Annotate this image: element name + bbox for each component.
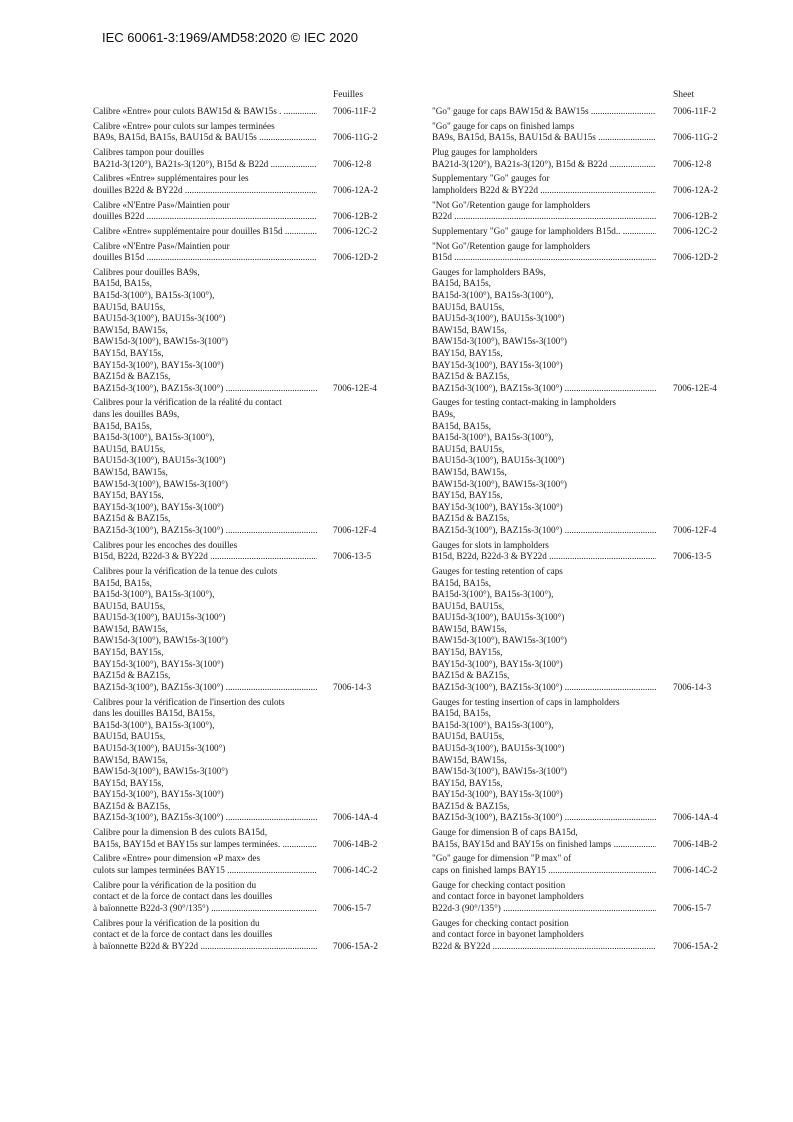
french-entry-title xyxy=(93,173,317,196)
entry-title-line: BAU15d-3(100°), BAU15s-3(100°) xyxy=(432,742,565,753)
entry-title-line: BAU15d-3(100°), BAU15s-3(100°) xyxy=(93,313,226,324)
entry-title-line: BAZ15d & BAZ15s, xyxy=(93,670,171,681)
entry-title-line: à baïonnette B22d & BY22d ..... xyxy=(93,941,317,953)
sheet-number: 7006-11F-2 xyxy=(673,106,717,116)
entry-title-line: BAU15d, BAU15s, xyxy=(432,443,505,454)
entry-title-line: Calibres pour la vérification de la position du xyxy=(93,917,260,928)
entry-title-line: BA21d-3(120°), BA21s-3(120°), B15d & B22d ..... xyxy=(432,159,656,171)
entry-title-line: BA15s, BAY15d et BAY15s sur lampes terminées. ..... xyxy=(93,839,317,851)
entry-title-line: BAW15d-3(100°), BAW15s-3(100°) xyxy=(93,766,228,777)
sheet-number: 7006-15A-2 xyxy=(333,940,378,951)
entry-title-line: BA15d-3(100°), BA15s-3(100°), xyxy=(93,719,215,730)
entry-title-line: BAY15d-3(100°), BAY15s-3(100°) xyxy=(93,359,224,370)
english-entry xyxy=(432,827,728,850)
english-entry-title xyxy=(432,853,656,876)
english-entry-title xyxy=(432,827,656,850)
sheet-number: 7006-15-7 xyxy=(333,902,372,913)
entry-title-line: BAW15d, BAW15s, xyxy=(93,324,168,335)
french-sheet-column-header: Feuilles xyxy=(333,90,364,100)
french-entry-title xyxy=(93,397,317,536)
entry-title-line: BAW15d, BAW15s, xyxy=(432,324,507,335)
entry-title-line: B15d ..... xyxy=(432,252,656,264)
english-entry-title xyxy=(432,566,656,694)
entry-title-line: "Not Go"/Retention gauge for lampholders xyxy=(432,199,591,210)
entry-title-line: BAW15d-3(100°), BAW15s-3(100°) xyxy=(432,635,567,646)
entry-title-line: Calibre «N'Entre Pas»/Maintien pour xyxy=(93,240,230,251)
sheet-number: 7006-13-5 xyxy=(333,551,372,562)
entry-title-line: BAY15d-3(100°), BAY15s-3(100°) xyxy=(432,789,563,800)
sheet-number: 7006-12A-2 xyxy=(333,184,378,195)
french-contents-column xyxy=(93,106,393,955)
english-entry xyxy=(432,106,728,118)
english-entry-title xyxy=(432,200,656,223)
entry-title-line: lampholders B22d & BY22d ..... xyxy=(432,185,656,197)
french-entry-title xyxy=(93,121,317,144)
french-entry-title xyxy=(93,827,317,850)
entry-title-line: Gauge for dimension B of caps BA15d, xyxy=(432,827,578,838)
entry-title-line: BA15d, BA15s, xyxy=(93,420,152,431)
english-entry-title xyxy=(432,173,656,196)
entry-title-line: BAZ15d-3(100°), BAZ15s-3(100°) ..... xyxy=(432,525,656,537)
entry-title-line: BA15d, BA15s, xyxy=(432,420,491,431)
entry-title-line: Gauges for testing contact-making in lampholders xyxy=(432,397,616,408)
entry-title-line: BAZ15d-3(100°), BAZ15s-3(100°) ..... xyxy=(432,682,656,694)
entry-title-line: BAZ15d & BAZ15s, xyxy=(93,371,171,382)
sheet-number: 7006-12D-2 xyxy=(673,252,718,263)
sheet-number: 7006-11G-2 xyxy=(673,132,718,143)
entry-title-line: BA15d, BA15s, xyxy=(432,708,491,719)
entry-title-line: Calibres pour la vérification de la tenue des culots xyxy=(93,565,278,576)
entry-title-line: BA15d, BA15s, xyxy=(93,577,152,588)
french-entry xyxy=(93,173,393,196)
sheet-number: 7006-14-3 xyxy=(673,681,712,692)
entry-title-line: contact et de la force de contact dans les douilles xyxy=(93,929,273,940)
entry-title-line: Plug gauges for lampholders xyxy=(432,146,538,157)
entry-title-line: and contact force in bayonet lampholders xyxy=(432,891,584,902)
sheet-number: 7006-12C-2 xyxy=(673,225,718,236)
entry-title-line: BAU15d, BAU15s, xyxy=(432,600,505,611)
entry-title-line: BAY15d, BAY15s, xyxy=(432,647,503,658)
entry-title-line: BAZ15d & BAZ15s, xyxy=(432,371,510,382)
entry-title-line: BAY15d-3(100°), BAY15s-3(100°) xyxy=(93,789,224,800)
french-entry xyxy=(93,918,393,953)
english-entry-title xyxy=(432,121,656,144)
english-entry-title xyxy=(432,147,656,170)
entry-title-line: BAU15d, BAU15s, xyxy=(93,301,166,312)
english-entry-title xyxy=(432,540,656,563)
entry-title-line: BAZ15d-3(100°), BAZ15s-3(100°) ..... xyxy=(93,682,317,694)
entry-title-line: BA15d, BA15s, xyxy=(93,278,152,289)
sheet-number: 7006-12-8 xyxy=(333,158,372,169)
entry-title-line: BAY15d-3(100°), BAY15s-3(100°) xyxy=(93,658,224,669)
english-entry-title xyxy=(432,267,656,395)
entry-title-line: BAY15d, BAY15s, xyxy=(432,347,503,358)
french-entry xyxy=(93,880,393,915)
entry-title-line: Supplementary "Go" gauge for lampholders B15d.. ..... xyxy=(432,226,656,238)
sheet-number: 7006-12-8 xyxy=(673,158,712,169)
french-entry xyxy=(93,827,393,850)
sheet-number: 7006-14C-2 xyxy=(333,865,378,876)
english-entry xyxy=(432,267,728,395)
entry-title-line: Calibre pour la dimension B des culots BA15d, xyxy=(93,827,268,838)
entry-title-line: BA15s, BAY15d and BAY15s on finished lamps ..... xyxy=(432,839,656,851)
entry-title-line: BAW15d-3(100°), BAW15s-3(100°) xyxy=(432,336,567,347)
french-entry-title xyxy=(93,697,317,825)
entry-title-line: Gauges for lampholders BA9s, xyxy=(432,266,546,277)
entry-title-line: BA9s, BA15d, BA15s, BAU15d & BAU15s ..... xyxy=(432,132,656,144)
french-entry-title xyxy=(93,200,317,223)
entry-title-line: Gauges for checking contact position xyxy=(432,917,569,928)
english-sheet-column-header: Sheet xyxy=(673,90,695,100)
entry-title-line: "Go" gauge for dimension "P max" of xyxy=(432,853,572,864)
entry-title-line: BAW15d-3(100°), BAW15s-3(100°) xyxy=(93,635,228,646)
entry-title-line: BA15d, BA15s, xyxy=(432,577,491,588)
sheet-number: 7006-11G-2 xyxy=(333,132,378,143)
entry-title-line: BAW15d-3(100°), BAW15s-3(100°) xyxy=(432,766,567,777)
english-entry xyxy=(432,540,728,563)
entry-title-line: à baïonnette B22d-3 (90°/135°) ..... xyxy=(93,903,317,915)
entry-title-line: BAY15d, BAY15s, xyxy=(432,490,503,501)
entry-title-line: BA15d-3(100°), BA15s-3(100°), xyxy=(432,719,554,730)
sheet-number: 7006-12D-2 xyxy=(333,252,378,263)
english-entry-title xyxy=(432,697,656,825)
entry-title-line: Gauges for testing insertion of caps in lampholders xyxy=(432,696,620,707)
entry-title-line: BAU15d, BAU15s, xyxy=(93,443,166,454)
entry-title-line: caps on finished lamps BAY15 ..... xyxy=(432,865,656,877)
sheet-number: 7006-12B-2 xyxy=(673,211,718,222)
entry-title-line: BA15d, BA15s, xyxy=(432,278,491,289)
english-entry xyxy=(432,918,728,953)
sheet-number: 7006-14B-2 xyxy=(673,838,718,849)
english-entry xyxy=(432,397,728,536)
entry-title-line: B15d, B22d, B22d-3 & BY22d ..... xyxy=(93,551,317,563)
sheet-number: 7006-15-7 xyxy=(673,902,712,913)
entry-title-line: B22d & BY22d ..... xyxy=(432,941,656,953)
french-entry-title xyxy=(93,880,317,915)
sheet-number: 7006-12F-4 xyxy=(333,524,377,535)
entry-title-line: BAZ15d & BAZ15s, xyxy=(432,800,510,811)
entry-title-line: B22d-3 (90°/135°) ..... xyxy=(432,903,656,915)
english-entry xyxy=(432,697,728,825)
entry-title-line: BAU15d, BAU15s, xyxy=(93,731,166,742)
sheet-number: 7006-12E-4 xyxy=(673,382,717,393)
french-entry xyxy=(93,106,393,118)
english-entry xyxy=(432,241,728,264)
french-entry-title xyxy=(93,226,317,238)
french-entry-title xyxy=(93,241,317,264)
french-entry xyxy=(93,200,393,223)
entry-title-line: contact et de la force de contact dans les douilles xyxy=(93,891,273,902)
entry-title-line: BAZ15d & BAZ15s, xyxy=(432,670,510,681)
english-entry xyxy=(432,121,728,144)
sheet-number: 7006-14-3 xyxy=(333,681,372,692)
entry-title-line: Calibre «Entre» supplémentaire pour douilles B15d ..... xyxy=(93,226,317,238)
french-entry-title xyxy=(93,566,317,694)
entry-title-line: Gauges for testing retention of caps xyxy=(432,565,563,576)
entry-title-line: BA21d-3(120°), BA21s-3(120°), B15d & B22d ..... xyxy=(93,159,317,171)
entry-title-line: BAW15d-3(100°), BAW15s-3(100°) xyxy=(93,478,228,489)
entry-title-line: BAW15d, BAW15s, xyxy=(432,754,507,765)
french-entry-title xyxy=(93,267,317,395)
entry-title-line: BAU15d-3(100°), BAU15s-3(100°) xyxy=(432,313,565,324)
entry-title-line: BAY15d, BAY15s, xyxy=(93,647,164,658)
entry-title-line: dans les douilles BA15d, BA15s, xyxy=(93,708,215,719)
french-entry-title xyxy=(93,147,317,170)
entry-title-line: Calibres tampon pour douilles xyxy=(93,146,204,157)
entry-title-line: BAZ15d & BAZ15s, xyxy=(432,513,510,524)
sheet-number: 7006-14A-4 xyxy=(333,812,378,823)
entry-title-line: BAW15d, BAW15s, xyxy=(432,466,507,477)
entry-title-line: BAY15d-3(100°), BAY15s-3(100°) xyxy=(432,501,563,512)
english-contents-column xyxy=(432,106,728,955)
sheet-number: 7006-11F-2 xyxy=(333,106,377,116)
entry-title-line: BAW15d-3(100°), BAW15s-3(100°) xyxy=(432,478,567,489)
entry-title-line: BAU15d-3(100°), BAU15s-3(100°) xyxy=(93,742,226,753)
english-entry xyxy=(432,147,728,170)
entry-title-line: BAY15d, BAY15s, xyxy=(93,490,164,501)
french-entry-title xyxy=(93,918,317,953)
entry-title-line: BA15d-3(100°), BA15s-3(100°), xyxy=(93,289,215,300)
entry-title-line: BA15d-3(100°), BA15s-3(100°), xyxy=(432,589,554,600)
entry-title-line: BAY15d, BAY15s, xyxy=(93,777,164,788)
entry-title-line: Calibre «Entre» pour culots BAW15d & BAW15s . ..... xyxy=(93,106,317,118)
sheet-number: 7006-12F-4 xyxy=(673,524,717,535)
entry-title-line: BAW15d-3(100°), BAW15s-3(100°) xyxy=(93,336,228,347)
entry-title-line: BAY15d-3(100°), BAY15s-3(100°) xyxy=(432,359,563,370)
sheet-number: 7006-14B-2 xyxy=(333,838,378,849)
entry-title-line: BAZ15d & BAZ15s, xyxy=(93,800,171,811)
entry-title-line: "Not Go"/Retention gauge for lampholders xyxy=(432,240,591,251)
entry-title-line: BAU15d, BAU15s, xyxy=(93,600,166,611)
entry-title-line: BAW15d, BAW15s, xyxy=(93,623,168,634)
entry-title-line: BAZ15d & BAZ15s, xyxy=(93,513,171,524)
english-entry-title xyxy=(432,106,656,118)
french-entry xyxy=(93,267,393,395)
english-entry xyxy=(432,880,728,915)
entry-title-line: and contact force in bayonet lampholders xyxy=(432,929,584,940)
entry-title-line: BAW15d, BAW15s, xyxy=(432,623,507,634)
page-header: IEC 60061-3:1969/AMD58:2020 © IEC 2020 xyxy=(102,30,359,45)
french-entry-title xyxy=(93,106,317,118)
entry-title-line: B22d ..... xyxy=(432,211,656,223)
entry-title-line: Calibres pour la vérification de la réalité du contact xyxy=(93,397,282,408)
french-entry xyxy=(93,147,393,170)
entry-title-line: BAZ15d-3(100°), BAZ15s-3(100°) ..... xyxy=(432,812,656,824)
entry-title-line: "Go" gauge for caps BAW15d & BAW15s ..... xyxy=(432,106,656,118)
entry-title-line: BA15d-3(100°), BA15s-3(100°), xyxy=(432,289,554,300)
entry-title-line: Calibre «N'Entre Pas»/Maintien pour xyxy=(93,199,230,210)
entry-title-line: Gauge for checking contact position xyxy=(432,879,566,890)
english-entry xyxy=(432,853,728,876)
english-entry xyxy=(432,566,728,694)
sheet-number: 7006-14A-4 xyxy=(673,812,718,823)
english-entry xyxy=(432,226,728,238)
french-entry xyxy=(93,853,393,876)
entry-title-line: BAU15d-3(100°), BAU15s-3(100°) xyxy=(432,612,565,623)
entry-title-line: BA9s, xyxy=(432,409,456,419)
sheet-number: 7006-12C-2 xyxy=(333,225,378,236)
french-entry-title xyxy=(93,540,317,563)
entry-title-line: BAY15d, BAY15s, xyxy=(93,347,164,358)
entry-title-line: culots sur lampes terminées BAY15 ..... xyxy=(93,865,317,877)
sheet-number: 7006-13-5 xyxy=(673,551,712,562)
entry-title-line: douilles B22d & BY22d ..... xyxy=(93,185,317,197)
english-entry-title xyxy=(432,880,656,915)
entry-title-line: Calibres pour les encoches des douilles xyxy=(93,539,238,550)
entry-title-line: BAZ15d-3(100°), BAZ15s-3(100°) ..... xyxy=(93,383,317,395)
entry-title-line: Calibres pour douilles BA9s, xyxy=(93,266,200,277)
sheet-number: 7006-15A-2 xyxy=(673,940,718,951)
entry-title-line: Calibre «Entre» pour culots sur lampes terminées xyxy=(93,120,275,131)
entry-title-line: BA15d-3(100°), BA15s-3(100°), xyxy=(93,589,215,600)
french-entry-title xyxy=(93,853,317,876)
entry-title-line: douilles B22d ..... xyxy=(93,211,317,223)
entry-title-line: BA15d-3(100°), BA15s-3(100°), xyxy=(432,432,554,443)
entry-title-line: BAU15d-3(100°), BAU15s-3(100°) xyxy=(93,455,226,466)
entry-title-line: Calibres «Entre» supplémentaires pour les xyxy=(93,173,249,184)
entry-title-line: BAW15d, BAW15s, xyxy=(93,466,168,477)
french-entry xyxy=(93,566,393,694)
entry-title-line: BAW15d, BAW15s, xyxy=(93,754,168,765)
sheet-number: 7006-14C-2 xyxy=(673,865,718,876)
entry-title-line: BAU15d-3(100°), BAU15s-3(100°) xyxy=(432,455,565,466)
entry-title-line: dans les douilles BA9s, xyxy=(93,409,180,419)
french-entry xyxy=(93,241,393,264)
french-entry xyxy=(93,397,393,536)
entry-title-line: Calibre pour la vérification de la position du xyxy=(93,879,257,890)
french-entry xyxy=(93,540,393,563)
entry-title-line: BAU15d-3(100°), BAU15s-3(100°) xyxy=(93,612,226,623)
entry-title-line: BAZ15d-3(100°), BAZ15s-3(100°) ..... xyxy=(432,383,656,395)
sheet-number: 7006-12E-4 xyxy=(333,382,377,393)
entry-title-line: BA15d-3(100°), BA15s-3(100°), xyxy=(93,432,215,443)
entry-title-line: BAY15d-3(100°), BAY15s-3(100°) xyxy=(93,501,224,512)
entry-title-line: Calibres pour la vérification de l'insertion des culots xyxy=(93,696,285,707)
entry-title-line: "Go" gauge for caps on finished lamps xyxy=(432,120,575,131)
entry-title-line: BAY15d, BAY15s, xyxy=(432,777,503,788)
entry-title-line: Calibre «Entre» pour dimension «P max» des xyxy=(93,853,261,864)
english-entry-title xyxy=(432,397,656,536)
entry-title-line: BAZ15d-3(100°), BAZ15s-3(100°) ..... xyxy=(93,812,317,824)
english-entry-title xyxy=(432,918,656,953)
sheet-number: 7006-12A-2 xyxy=(673,184,718,195)
french-entry xyxy=(93,697,393,825)
french-entry xyxy=(93,226,393,238)
entry-title-line: douilles B15d ..... xyxy=(93,252,317,264)
english-entry xyxy=(432,173,728,196)
entry-title-line: B15d, B22d, B22d-3 & BY22d ..... xyxy=(432,551,656,563)
entry-title-line: Gauges for slots in lampholders xyxy=(432,539,549,550)
english-entry xyxy=(432,200,728,223)
entry-title-line: BAU15d, BAU15s, xyxy=(432,731,505,742)
french-entry xyxy=(93,121,393,144)
entry-title-line: BA9s, BA15d, BA15s, BAU15d & BAU15s ..... xyxy=(93,132,317,144)
sheet-number: 7006-12B-2 xyxy=(333,211,378,222)
english-entry-title xyxy=(432,226,656,238)
entry-title-line: BAU15d, BAU15s, xyxy=(432,301,505,312)
entry-title-line: Supplementary "Go" gauges for xyxy=(432,173,550,184)
english-entry-title xyxy=(432,241,656,264)
entry-title-line: BAZ15d-3(100°), BAZ15s-3(100°) ..... xyxy=(93,525,317,537)
entry-title-line: BAY15d-3(100°), BAY15s-3(100°) xyxy=(432,658,563,669)
